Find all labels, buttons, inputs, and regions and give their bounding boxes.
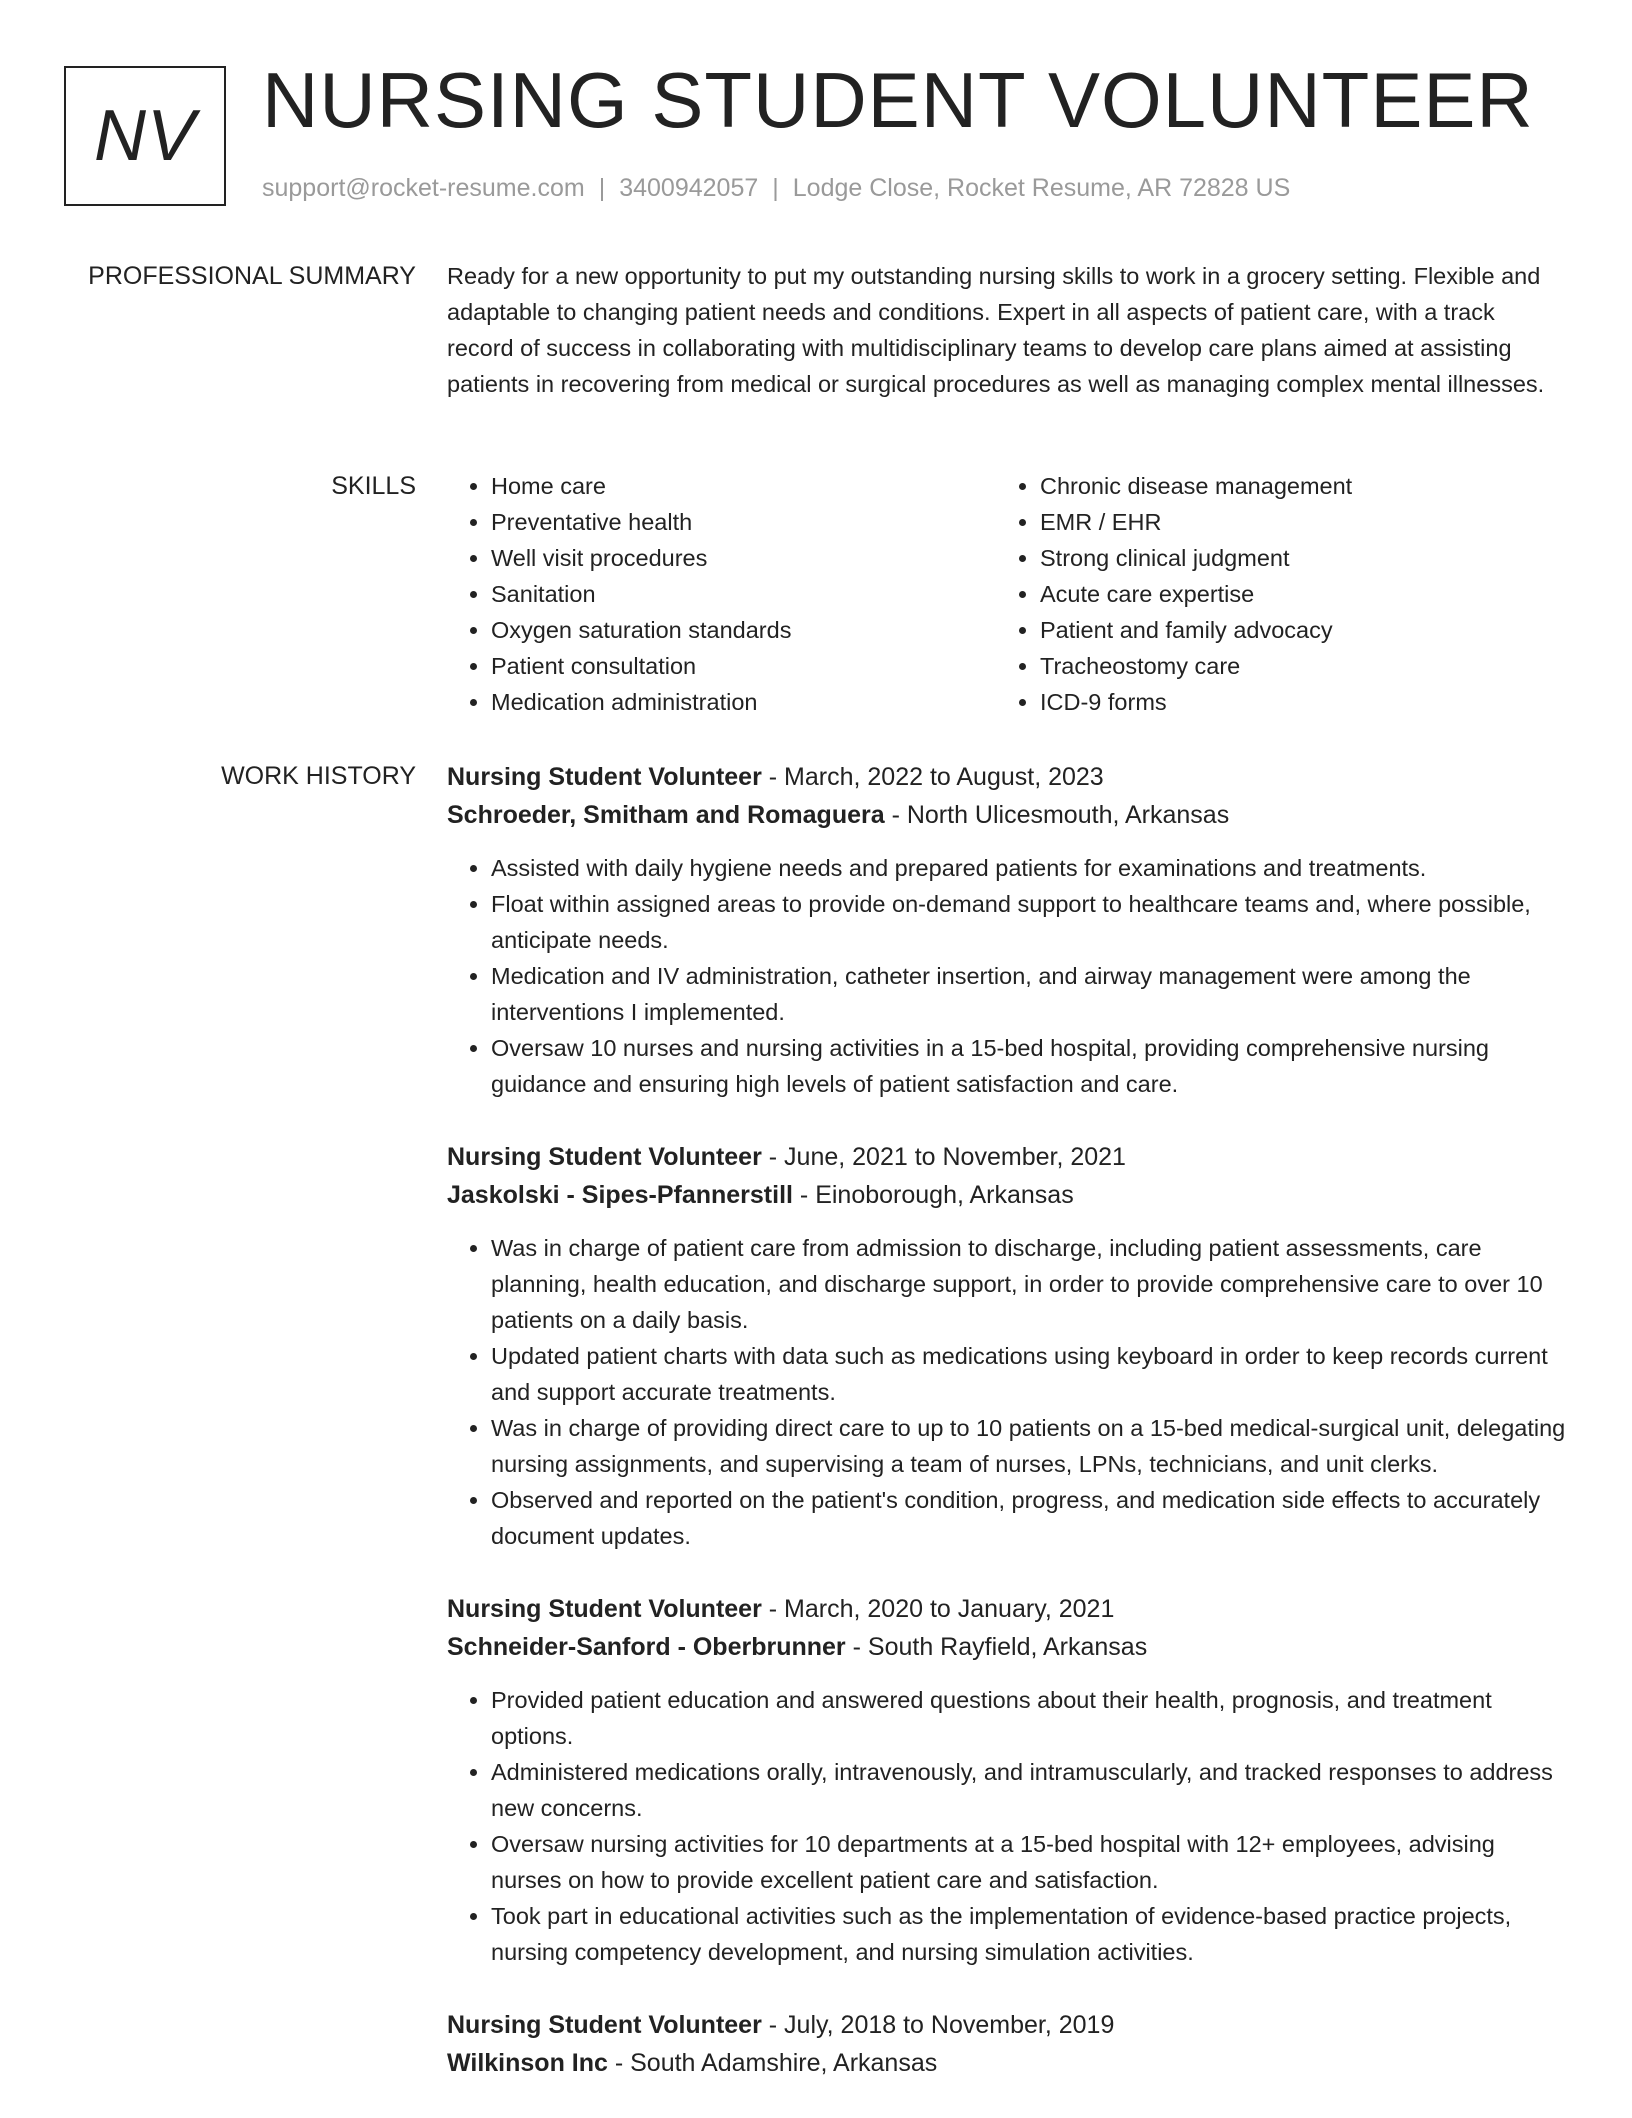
skill-item: • Well visit procedures [491,540,996,576]
skill-item: • Oxygen saturation standards [491,612,996,648]
skill-item: • ICD-9 forms [1040,684,1545,720]
job-company: Schroeder, Smitham and Romaguera [447,801,885,829]
summary-heading: PROFESSIONAL SUMMARY [88,262,416,290]
job-bullet: • Administered medications orally, intravenously, and intramuscularly, and tracked responses to address new concerns. [491,1754,1567,1826]
job-dates: - June, 2021 to November, 2021 [761,1143,1126,1171]
contact-line [262,174,1290,203]
job-company: Jaskolski - Sipes-Pfannerstill [447,1181,793,1209]
job-dates: - March, 2022 to August, 2023 [761,763,1104,791]
skill-item: • Preventative health [491,504,996,540]
job-company-line [447,1628,1567,1666]
skill-item: • Tracheostomy care [1040,648,1545,684]
skill-item: • Patient and family advocacy [1040,612,1545,648]
job-bullet: • Was in charge of providing direct care to up to 10 patients on a 15-bed medical-surgical unit, delegating nursing assignments, and supervising a team of nurses, LPNs, technicians, and unit clerks. [491,1410,1567,1482]
job-company: Schneider-Sanford - Oberbrunner [447,1633,846,1661]
job-location: - Einoborough, Arkansas [792,1181,1074,1209]
job-title-line [447,1138,1567,1176]
work-history-heading: WORK HISTORY [221,762,416,790]
contact-phone[interactable]: 3400942057 [619,174,759,202]
skills-column-left [447,468,996,720]
job-bullet: • Float within assigned areas to provide on-demand support to healthcare teams and, where possible, anticipate needs. [491,886,1567,958]
job-bullets [447,1230,1567,1554]
job-bullet: • Provided patient education and answered questions about their health, prognosis, and treatment options. [491,1682,1567,1754]
skill-item: • Acute care expertise [1040,576,1545,612]
skill-item: • Strong clinical judgment [1040,540,1545,576]
job-bullet: • Was in charge of patient care from admission to discharge, including patient assessments, care planning, health education, and discharge support, in order to provide comprehensive care to over 10 patients on a daily basis. [491,1230,1567,1338]
job-company-line [447,1176,1567,1214]
job-company: Wilkinson Inc [447,2049,608,2077]
job-dates: - July, 2018 to November, 2019 [761,2011,1115,2039]
job-location: - North Ulicesmouth, Arkansas [884,801,1230,829]
job-bullet: • Oversaw nursing activities for 10 departments at a 15-bed hospital with 12+ employees, advising nurses on how to provide excellent patient care and satisfaction. [491,1826,1567,1898]
job-title: Nursing Student Volunteer [447,2011,762,2039]
job-bullet: • Medication and IV administration, catheter insertion, and airway management were among the interventions I implemented. [491,958,1567,1030]
skill-item: • Patient consultation [491,648,996,684]
job-bullet: • Updated patient charts with data such as medications using keyboard in order to keep records current and support accurate treatments. [491,1338,1567,1410]
skills-column-right [996,468,1545,720]
job-title-line [447,2006,1567,2044]
job-title: Nursing Student Volunteer [447,763,762,791]
skill-item: • Chronic disease management [1040,468,1545,504]
job-entry [447,2006,1567,2082]
job-company-line [447,796,1567,834]
skill-item: • EMR / EHR [1040,504,1545,540]
job-dates: - March, 2020 to January, 2021 [761,1595,1115,1623]
job-title-line [447,1590,1567,1628]
job-company-line [447,2044,1567,2082]
job-bullets [447,850,1567,1102]
skills-body [447,468,1567,720]
job-bullet: • Assisted with daily hygiene needs and prepared patients for examinations and treatments. [491,850,1567,886]
work-history-body [447,758,1567,2118]
skills-heading: SKILLS [331,472,416,500]
contact-separator: | [598,174,606,202]
resume-name: NURSING STUDENT VOLUNTEER [262,56,1534,144]
skill-item: • Sanitation [491,576,996,612]
monogram-logo: NV [64,66,226,206]
job-entry [447,758,1567,1102]
job-bullet: • Oversaw 10 nurses and nursing activities in a 15-bed hospital, providing comprehensive nursing guidance and ensuring high levels of patient satisfaction and care. [491,1030,1567,1102]
summary-body [447,258,1567,402]
job-title-line [447,758,1567,796]
job-bullets [447,1682,1567,1970]
skill-item: • Home care [491,468,996,504]
job-location: - South Adamshire, Arkansas [607,2049,938,2077]
contact-address: Lodge Close, Rocket Resume, AR 72828 US [792,174,1291,202]
job-title: Nursing Student Volunteer [447,1143,762,1171]
job-title: Nursing Student Volunteer [447,1595,762,1623]
summary-text: Ready for a new opportunity to put my outstanding nursing skills to work in a grocery setting. Flexible and adaptable to changing patient needs and conditions. Expert in all aspects of patient care, with a track record of success in collaborating with multidisciplinary teams to develop care plans aimed at assisting patients in recovering from medical or surgical procedures as well as managing complex mental illnesses. [447,263,1545,397]
contact-separator: | [772,174,779,202]
skill-item: • Medication administration [491,684,996,720]
job-entry [447,1138,1567,1554]
job-location: - South Rayfield, Arkansas [845,1633,1148,1661]
job-bullet: • Took part in educational activities such as the implementation of evidence-based practice projects, nursing competency development, and nursing simulation activities. [491,1898,1567,1970]
contact-email[interactable]: support@rocket-resume.com [262,174,585,202]
job-bullet: • Observed and reported on the patient's condition, progress, and medication side effects to accurately document updates. [491,1482,1567,1554]
job-entry [447,1590,1567,1970]
